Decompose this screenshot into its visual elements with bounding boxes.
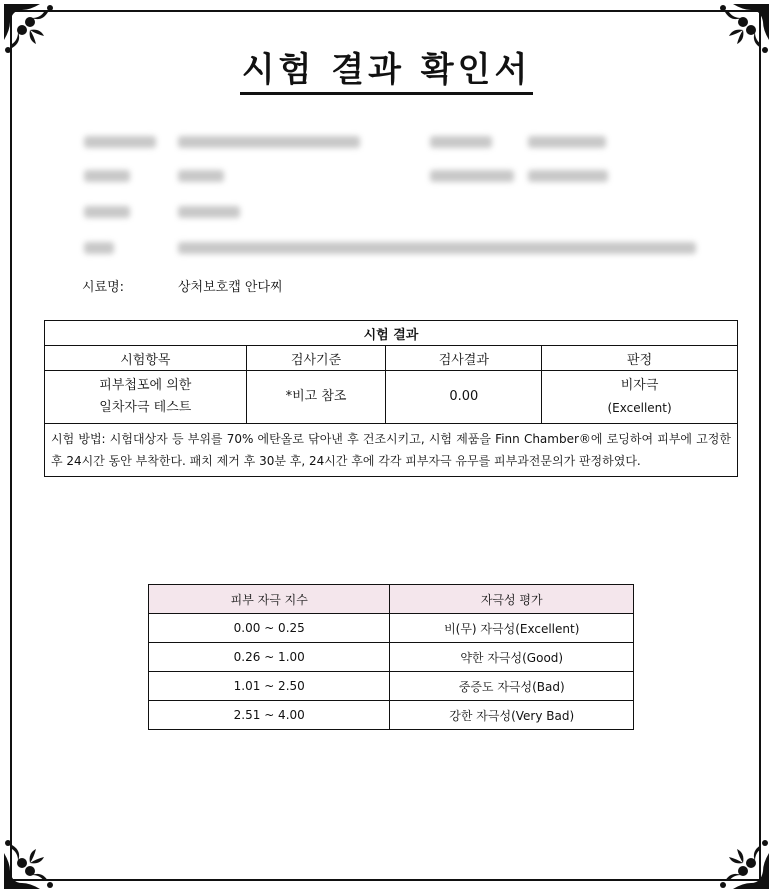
column-header: 검사기준: [246, 346, 386, 371]
ornament-corner-bottom-left: [0, 821, 72, 893]
table-row: [149, 701, 634, 730]
table-row: [149, 672, 634, 701]
test-item-cell: [45, 371, 247, 424]
standard-cell: *비고 참조: [246, 371, 386, 424]
table-row: [45, 371, 738, 424]
evaluation-cell: 비(무) 자극성(Excellent): [390, 614, 634, 643]
column-header: 판정: [542, 346, 738, 371]
irritation-scale-table: [148, 584, 634, 730]
table-row: [149, 643, 634, 672]
result-value-cell: 0.00: [386, 371, 542, 424]
evaluation-cell: 강한 자극성(Very Bad): [390, 701, 634, 730]
test-item-line: 일차자극 테스트: [99, 400, 192, 415]
table-row: [149, 614, 634, 643]
sample-value: 상처보호캡 안다찌: [178, 280, 283, 295]
column-header: 자극성 평가: [390, 585, 634, 614]
index-range-cell: 0.00 ~ 0.25: [149, 614, 390, 643]
document-title: 시험 결과 확인서: [0, 42, 773, 91]
ornament-corner-bottom-right: [701, 821, 773, 893]
test-method-note: 시험 방법: 시험대상자 등 부위를 70% 에탄올로 닦아낸 후 건조시키고, 시험 제품을 Finn Chamber®에 로딩하여 피부에 고정한 후 24시간 동안 부착한다. 패치 제거 후 30분 후, 24시간 후에 각각 피부자극 유무를 피부과전문의가 판정하였다.: [45, 424, 738, 477]
result-table-caption: 시험 결과: [45, 321, 738, 346]
evaluation-cell: 약한 자극성(Good): [390, 643, 634, 672]
column-header: 시험항목: [45, 346, 247, 371]
index-range-cell: 2.51 ~ 4.00: [149, 701, 390, 730]
judgment-line: (Excellent): [607, 401, 672, 415]
evaluation-cell: 중증도 자극성(Bad): [390, 672, 634, 701]
sample-name-row: [82, 276, 283, 295]
index-range-cell: 1.01 ~ 2.50: [149, 672, 390, 701]
judgment-line: 비자극: [620, 378, 659, 393]
test-item-line: 피부첩포에 의한: [99, 378, 192, 393]
column-header: 피부 자극 지수: [149, 585, 390, 614]
sample-label: 시료명:: [82, 280, 125, 295]
judgment-cell: [542, 371, 738, 424]
test-result-table: [44, 320, 738, 477]
index-range-cell: 0.26 ~ 1.00: [149, 643, 390, 672]
column-header: 검사결과: [386, 346, 542, 371]
